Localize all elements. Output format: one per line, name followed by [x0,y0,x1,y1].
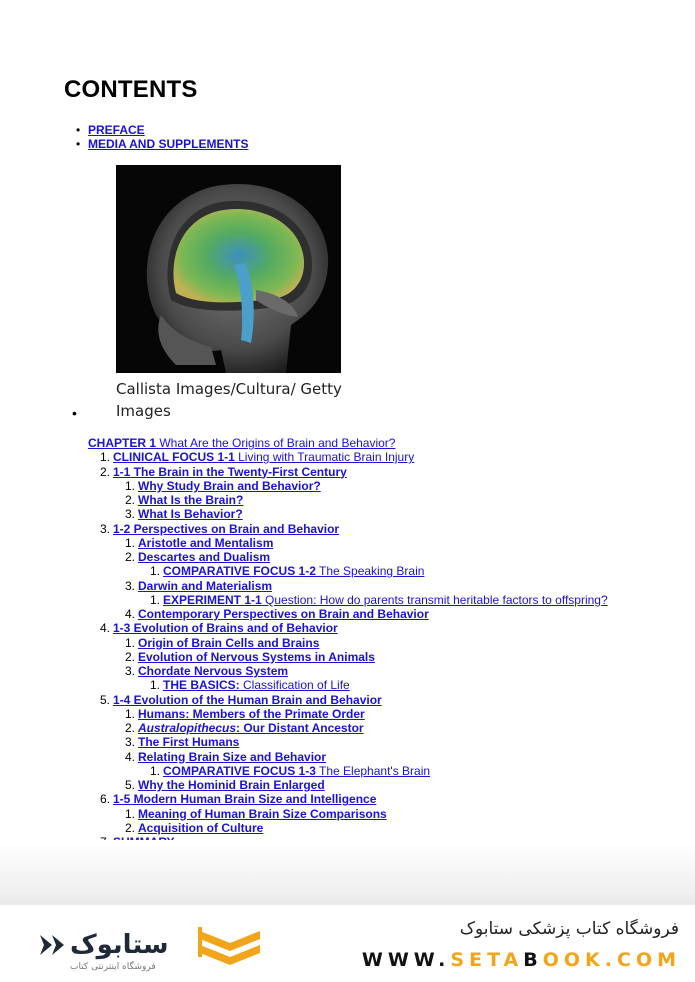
toc-link-prefix: THE BASICS: [163,678,240,693]
toc-link-prefix: 1-2 [113,521,131,536]
preface-link[interactable]: PREFACE [88,123,145,137]
toc-link-text: Descartes and Dualism [138,550,271,564]
toc-link-prefix: 1-5 [113,792,131,807]
toc-number: 2. [124,493,135,507]
toc-link-prefix: Australopithecus [138,721,237,735]
toc-number: 3. [99,521,110,536]
toc-link[interactable] [138,664,288,678]
toc-number: 2. [124,649,135,664]
toc-link-text: What Are the Origins of Brain and Behavior? [156,436,396,450]
logo-tagline: فروشگاه اینترنتی کتاب [70,962,156,972]
toc-number: 3. [124,735,135,750]
page-title: CONTENTS [64,76,198,103]
toc-number: 1. [149,763,160,778]
toc-link-text: Classification of Life [239,678,350,693]
toc-link-text: : Our Distant Ancestor [236,721,364,735]
toc-link[interactable] [113,693,382,707]
toc-number: 4. [124,607,135,621]
toc-link[interactable] [138,536,273,550]
store-name: فروشگاه کتاب پزشکی ستابوک [459,919,679,939]
toc-link-prefix: CHAPTER 1 [88,436,157,450]
toc-number: 1. [124,806,135,821]
media-supplements-link[interactable]: MEDIA AND SUPPLEMENTS [88,137,249,151]
toc-number: 4. [99,621,110,636]
toc-link[interactable] [138,807,387,821]
toc-link[interactable] [138,479,321,493]
toc-number: 1. [149,564,160,579]
toc-link-text: Meaning of Human Brain Size Comparisons [138,806,387,821]
toc-number: 2. [124,820,135,835]
brain-scan-illustration [116,165,341,373]
toc-link-text: Modern Human Brain Size and Intelligence [130,792,377,807]
toc-link-text: Darwin and Materialism [138,578,273,593]
toc-link-text: The Elephant's Brain [315,763,431,778]
toc-link-prefix: COMPARATIVE FOCUS 1-2 [163,564,316,579]
toc-link-text: Origin of Brain Cells and Brains [138,635,320,650]
toc-link[interactable] [163,764,430,778]
toc-number: 5. [124,778,135,792]
toc-link-text: Perspectives on Brain and Behavior [130,521,340,536]
toc-link[interactable] [113,465,347,479]
toc-link-text: Living with Traumatic Brain Injury [234,450,415,465]
toc-link-text: Contemporary Perspectives on Brain and Behavior [138,607,429,621]
toc-link-text: Why the Hominid Brain Enlarged [138,778,325,792]
toc-link-text: Acquisition of Culture [138,820,264,835]
toc-number: 3. [124,578,135,593]
toc-number: 1. [124,706,135,721]
toc-number: 1. [124,535,135,550]
bullet-marker: • [72,405,77,421]
brain-mri-image [116,165,341,373]
toc-number: 2. [124,721,135,735]
toc-link-prefix: CLINICAL FOCUS 1-1 [113,450,235,465]
toc-link-prefix: EXPERIMENT 1-1 [163,592,262,607]
toc-link-text: Evolution of Nervous Systems in Animals [138,649,375,664]
toc-link[interactable] [138,750,326,764]
toc-number: 2. [99,464,110,479]
toc-link[interactable] [138,636,319,650]
toc-link-text: What Is the Brain? [138,493,244,507]
toc-link-prefix: 1-4 [113,692,131,707]
toc-link-text: Evolution of Brains and of Behavior [130,621,338,636]
book-stack-icon [198,927,260,965]
toc-link-text: Chordate Nervous System [138,664,289,678]
toc-link-text: The Speaking Brain [315,564,425,579]
list-item [76,137,248,151]
toc-link[interactable] [113,450,414,464]
toc-number: 3. [124,664,135,678]
toc-link-text: What Is Behavior? [138,507,243,522]
publisher-footer-banner [0,905,695,982]
toc-number: 5. [99,692,110,707]
toc-number: 1. [124,635,135,650]
toc-link[interactable] [138,507,243,521]
front-matter-list [76,123,248,151]
toc-link-text: Aristotle and Mentalism [138,535,274,550]
toc-link[interactable] [138,650,375,664]
toc-number: 2. [124,550,135,564]
setabook-logo [30,917,280,973]
toc-number: 3. [124,507,135,522]
toc-link[interactable] [163,564,424,578]
toc-link-text: Humans: Members of the Primate Order [138,706,365,721]
toc-link[interactable] [138,550,270,564]
toc-number: 1. [124,478,135,493]
toc-link[interactable] [138,607,429,621]
toc-link-text: Why Study Brain and Behavior? [138,478,321,493]
toc-link[interactable] [138,707,365,721]
toc-link[interactable] [113,522,339,536]
toc-link-text: Evolution of the Human Brain and Behavior [130,692,382,707]
toc-link-prefix: COMPARATIVE FOCUS 1-3 [163,763,316,778]
toc-link[interactable] [138,778,325,792]
toc-link[interactable] [138,493,243,507]
toc-link[interactable] [88,436,395,450]
toc-link-prefix: 1-1 [113,464,131,479]
toc-link-text: Question: How do parents transmit heritable factors to offspring? [261,592,608,607]
figure-credit: Callista Images/Cultura/ Getty Images [116,380,342,420]
toc-link[interactable] [113,621,338,635]
list-item [76,123,248,137]
toc-link[interactable] [138,579,272,593]
toc-number: 1. [149,592,160,607]
toc-link[interactable] [138,735,239,749]
toc-number: 4. [124,749,135,764]
toc-link-text: Relating Brain Size and Behavior [138,749,327,764]
toc-link[interactable] [163,678,350,692]
toc-link[interactable] [138,821,263,835]
page-bottom-shadow [0,840,695,910]
toc-link[interactable] [113,792,376,806]
toc-link-text: The Brain in the Twenty-First Century [130,464,347,479]
toc-link[interactable] [138,721,364,735]
toc-link[interactable] [163,593,608,607]
logo-wordmark: ستابوک [70,930,169,960]
toc-number: 6. [99,792,110,807]
toc-number: 1. [149,678,160,693]
toc-number: 1. [99,450,110,465]
toc-link-prefix: 1-3 [113,621,131,636]
store-url[interactable]: WWW.SETABOOK.COM [361,949,681,971]
toc-link-text: The First Humans [138,735,240,750]
